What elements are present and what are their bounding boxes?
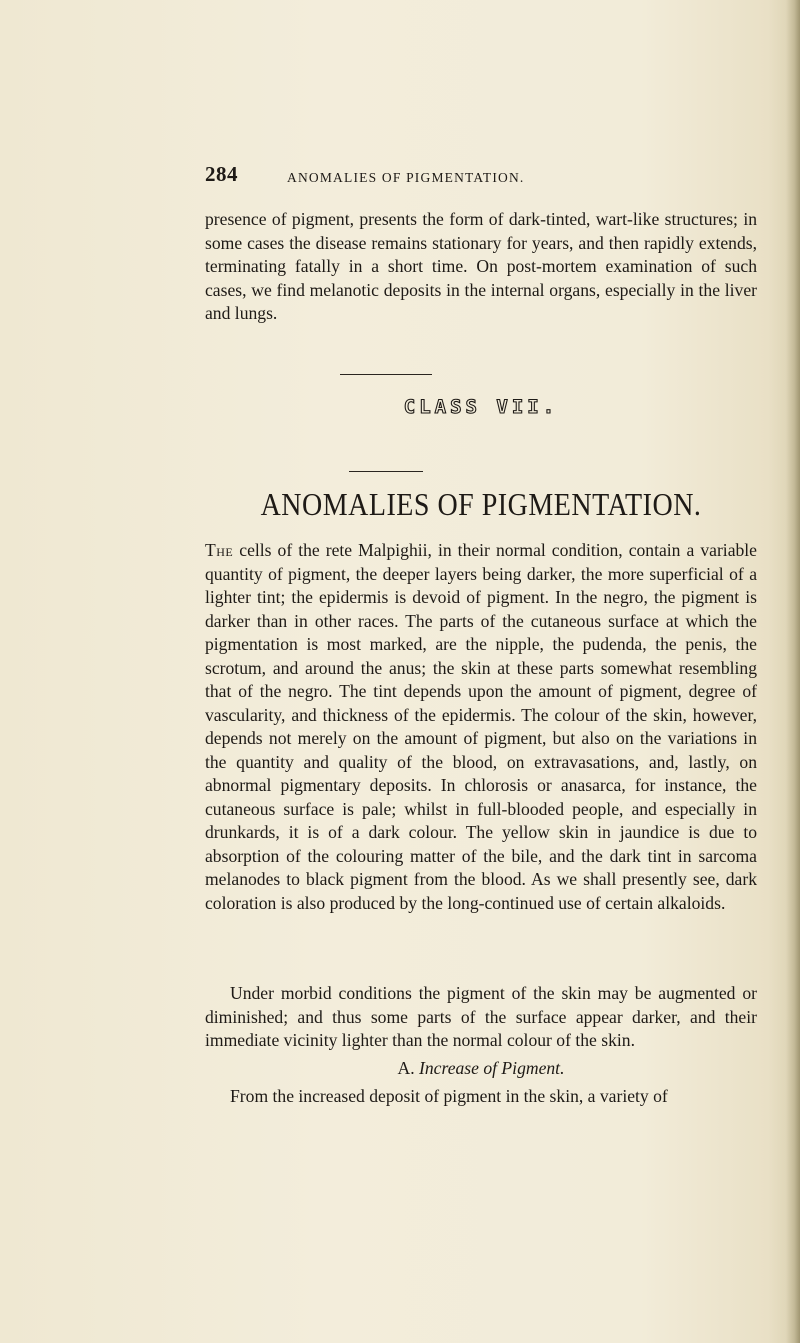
intro-paragraph	[205, 539, 757, 915]
subsection-heading	[205, 1058, 757, 1079]
bottom-divider-rule	[349, 471, 423, 472]
top-divider-rule	[340, 374, 432, 375]
page-number: 284	[205, 162, 238, 186]
class-heading: CLASS VII.	[403, 396, 559, 418]
page-edge-shadow	[786, 0, 800, 1343]
subsection-title: Increase of Pigment.	[419, 1058, 565, 1078]
section-title: ANOMALIES OF PIGMENTATION.	[260, 488, 702, 523]
morbid-conditions-paragraph: Under morbid conditions the pigment of the skin may be augmented or diminished; and thus some parts of the surface appear darker, and their immediate vicinity lighter than the normal colour of the skin.	[205, 983, 757, 1050]
running-head	[205, 158, 765, 192]
subsection-letter: A.	[397, 1058, 415, 1078]
closing-paragraph: From the increased deposit of pigment in the skin, a variety of	[230, 1086, 668, 1106]
opening-paragraph: presence of pigment, presents the form of dark-tinted, wart-like structures; in some cases the disease remains stationary for years, and then rapidly extends, terminating fatally in a short time. On post-mortem examination of such cases, we find melanotic deposits in the internal organs, especially in the liver and lungs.	[205, 209, 757, 323]
running-title: ANOMALIES OF PIGMENTATION.	[287, 170, 525, 185]
intro-lead-word: The	[205, 540, 234, 560]
intro-text: cells of the rete Malpighii, in their normal condition, contain a variable quantity of pigment, the deeper layers being darker, the more superficial of a lighter tint; the epidermis is devoid of pigment. In the negro, the pigment is darker than in other races. The parts of the cutaneous surface at which the pigmentation is most marked, are the nipple, the pudenda, the penis, the scrotum, and around the anus; the skin at these parts somewhat resembling that of the negro. The tint depends upon the amount of pigment, degree of vascularity, and thickness of the epidermis. The colour of the skin, however, depends not merely on the amount of pigment, but also on the variations in the quantity and quality of the blood, on extravasations, and, lastly, on abnormal pigmentary deposits. In chlorosis or anasarca, for instance, the cutaneous surface is pale; whilst in full-blooded people, and especially in drunkards, it is of a dark colour. The yellow skin in jaundice is due to absorption of the colouring matter of the bile, and the dark tint in sarcoma melanodes to black pigment from the blood. As we shall presently see, dark coloration is also produced by the long-continued use of certain alkaloids.	[205, 540, 757, 913]
